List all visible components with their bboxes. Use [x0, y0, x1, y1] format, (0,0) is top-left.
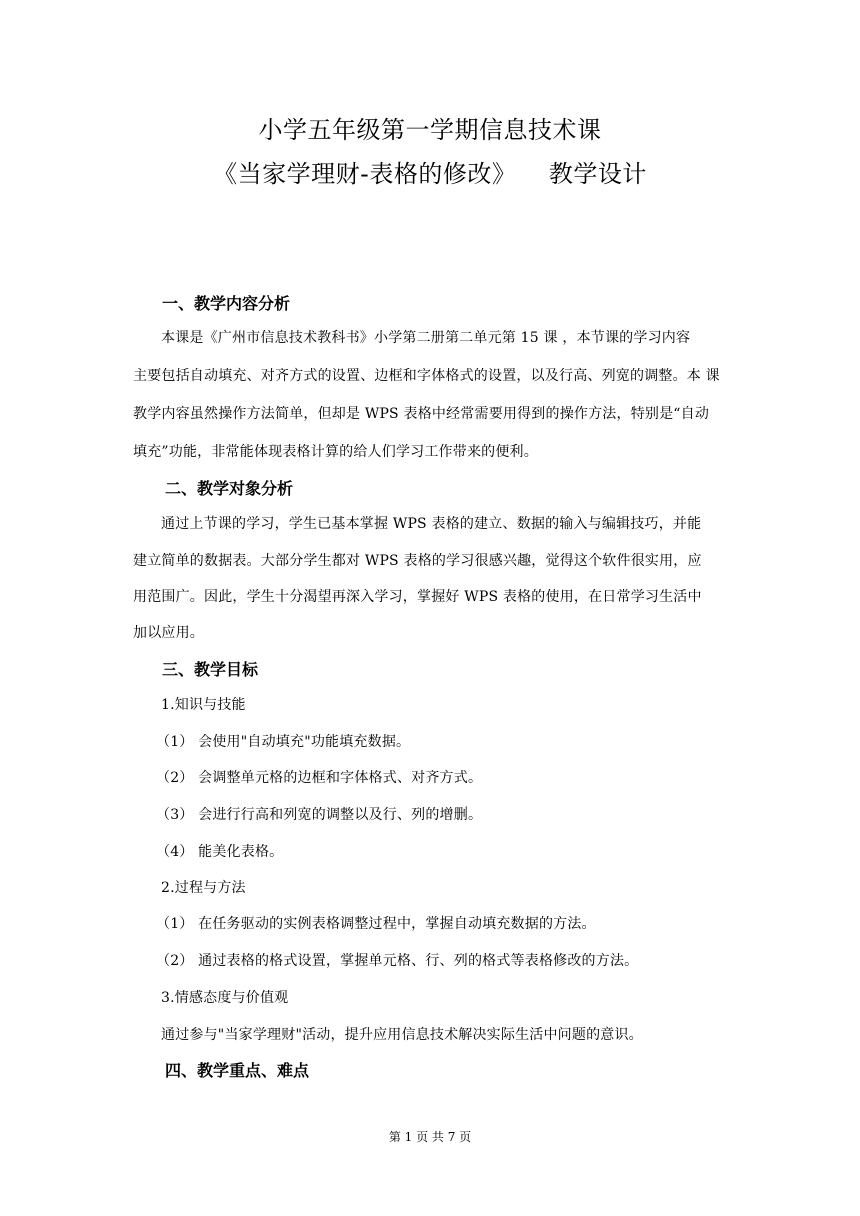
subheading-attitude-values: 3.情感态度与价值观 [161, 990, 289, 1006]
goal-item: （2） 会调整单元格的边框和字体格式、对齐方式。 [156, 770, 483, 786]
goal-item: （1） 会使用"自动填充"功能填充数据。 [156, 734, 411, 750]
section4-heading: 四、教学重点、难点 [165, 1061, 310, 1080]
goal-item: （3） 会进行行高和列宽的调整以及行、列的增删。 [156, 807, 483, 823]
section2-line-1: 通过上节课的学习，学生已基本掌握 WPS 表格的建立、数据的输入与编辑技巧，并能 [161, 516, 702, 532]
goal-item: （1） 在任务驱动的实例表格调整过程中，掌握自动填充数据的方法。 [156, 916, 596, 932]
document-title-line2: 《当家学理财-表格的修改》 教学设计 [213, 160, 647, 188]
section1-heading: 一、教学内容分析 [162, 294, 291, 313]
document-title-line1: 小学五年级第一学期信息技术课 [258, 116, 602, 144]
goal-item: （2） 通过表格的格式设置，掌握单元格、行、列的格式等表格修改的方法。 [156, 953, 639, 969]
section2-line-2: 建立简单的数据表。大部分学生都对 WPS 表格的学习很感兴趣，觉得这个软件很实用，应 [133, 553, 702, 569]
page-footer: 第 1 页 共 7 页 [388, 1130, 472, 1144]
section2-heading: 二、教学对象分析 [165, 479, 294, 498]
goal-item: （4） 能美化表格。 [156, 844, 284, 860]
subheading-process-method: 2.过程与方法 [161, 880, 246, 896]
section1-line-4: 填充”功能，非常能体现表格计算的给人们学习工作带来的便利。 [133, 444, 538, 460]
subheading-knowledge-skills: 1.知识与技能 [161, 697, 246, 713]
section1-line-2: 主要包括自动填充、对齐方式的设置、边框和字体格式的设置，以及行高、列宽的调整。本 课 [133, 368, 720, 384]
section1-line-1: 本课是《广州市信息技术教科书》小学第二册第二单元第 15 课 ，本节课的学习内容 [161, 330, 691, 346]
section3-heading: 三、教学目标 [162, 660, 259, 679]
section2-line-3: 用范围广。因此，学生十分渴望再深入学习，掌握好 WPS 表格的使用，在日常学习生活中 [133, 589, 702, 605]
attitude-text: 通过参与"当家学理财"活动，提升应用信息技术解决实际生活中问题的意识。 [161, 1027, 643, 1043]
section2-line-4: 加以应用。 [133, 625, 204, 641]
section1-line-3: 教学内容虽然操作方法简单，但却是 WPS 表格中经常需要用得到的操作方法，特别是“自动 [133, 406, 710, 422]
